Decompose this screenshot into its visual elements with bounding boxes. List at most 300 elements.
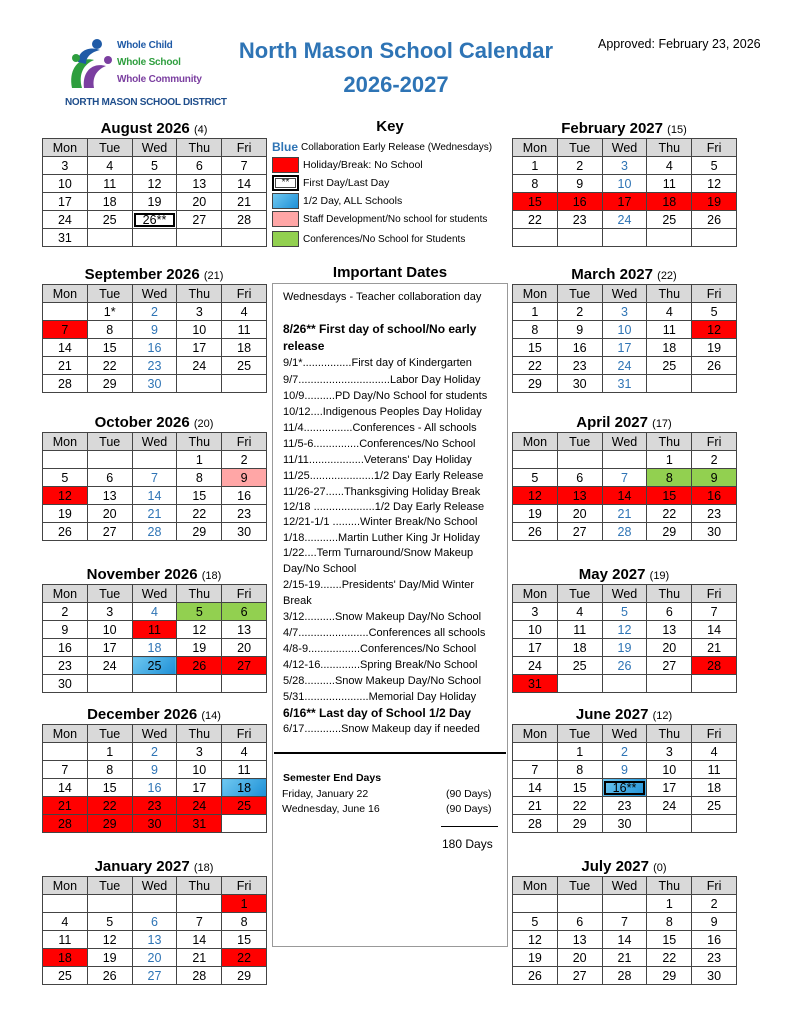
- calendar-day: 28: [513, 815, 558, 833]
- calendar-day: [647, 815, 692, 833]
- calendar-day: 19: [602, 639, 647, 657]
- day-header: Wed: [602, 139, 647, 157]
- calendar-day: 17: [513, 639, 558, 657]
- calendar-day: [513, 895, 558, 913]
- calendar-day: 7: [43, 761, 88, 779]
- calendar-day: 8: [513, 321, 558, 339]
- calendar-day: 16: [43, 639, 88, 657]
- calendar-day: 26: [602, 657, 647, 675]
- calendar-day: 10: [87, 621, 132, 639]
- month-school-day-count: (22): [657, 270, 677, 282]
- day-header: Wed: [602, 725, 647, 743]
- day-header: Fri: [222, 585, 267, 603]
- calendar-day: 31: [177, 815, 222, 833]
- calendar-day: 18: [692, 779, 737, 797]
- calendar-day: 16**: [602, 779, 647, 797]
- calendar-day: 12: [132, 175, 177, 193]
- calendar-day: 15: [557, 779, 602, 797]
- month-name: July 2027: [581, 858, 654, 875]
- calendar-day: 12: [513, 487, 558, 505]
- calendar-day: 7: [43, 321, 88, 339]
- calendar-day: 7: [692, 603, 737, 621]
- calendar-day: 4: [222, 303, 267, 321]
- day-header: Wed: [132, 139, 177, 157]
- key-half: [272, 192, 402, 210]
- week-row: [513, 229, 737, 247]
- calendar-day: 12: [87, 931, 132, 949]
- day-header: Wed: [602, 433, 647, 451]
- day-header: Mon: [513, 285, 558, 303]
- calendar-day: 22: [647, 505, 692, 523]
- day-header: Tue: [87, 725, 132, 743]
- day-header: Fri: [222, 139, 267, 157]
- week-row: [43, 797, 267, 815]
- calendar-day: 6: [132, 913, 177, 931]
- important-date-line: 11/25.....................1/2 Day Early Release: [283, 470, 484, 482]
- calendar-day: 20: [132, 949, 177, 967]
- logo-district-name: NORTH MASON SCHOOL DISTRICT: [65, 97, 227, 108]
- calendar-day: 24: [87, 657, 132, 675]
- day-header: Thu: [647, 139, 692, 157]
- calendar-day: 24: [647, 797, 692, 815]
- calendar-day: 1: [647, 451, 692, 469]
- calendar-day: [647, 229, 692, 247]
- calendar-day: 8: [647, 469, 692, 487]
- month-school-day-count: (18): [193, 862, 214, 874]
- calendar-day: 24: [513, 657, 558, 675]
- calendar-day: 6: [87, 469, 132, 487]
- calendar-day: 31: [43, 229, 88, 247]
- calendar-day: 2: [557, 157, 602, 175]
- important-date-line: 6/16** Last day of School 1/2 Day: [283, 706, 472, 720]
- day-header: Fri: [222, 433, 267, 451]
- calendar-day: 1: [87, 743, 132, 761]
- holiday-swatch: [272, 157, 299, 173]
- week-row: [513, 303, 737, 321]
- calendar-day: 12: [177, 621, 222, 639]
- important-date-line: Day/No School: [283, 563, 357, 575]
- calendar-day: 11: [647, 321, 692, 339]
- calendar-day: 14: [222, 175, 267, 193]
- important-date-line: 1/18...........Martin Luther King Jr Holiday: [283, 532, 480, 544]
- calendar-day: 28: [177, 967, 222, 985]
- calendar-day: 9: [692, 469, 737, 487]
- month-grid: [42, 432, 267, 541]
- important-date-line: Break: [283, 595, 312, 607]
- semester-1-days: (90 Days): [446, 788, 492, 800]
- calendar-day: 29: [177, 523, 222, 541]
- calendar-day: 7: [132, 469, 177, 487]
- calendar-day: [43, 303, 88, 321]
- week-row: [513, 913, 737, 931]
- staff-dev-swatch: [272, 211, 299, 227]
- key-conf: [272, 230, 465, 248]
- calendar-day: 10: [513, 621, 558, 639]
- calendar-day: 12: [692, 321, 737, 339]
- calendar-day: 13: [557, 487, 602, 505]
- important-date-line: 12/21-1/1 .........Winter Break/No School: [283, 516, 478, 528]
- week-row: [43, 815, 267, 833]
- week-row: [43, 375, 267, 393]
- important-date-line: 6/17............Snow Makeup day if needed: [283, 723, 480, 735]
- calendar-day: 25: [43, 967, 88, 985]
- calendar-day: 21: [43, 797, 88, 815]
- day-header: Tue: [87, 433, 132, 451]
- calendar-day: 21: [602, 505, 647, 523]
- calendar-day: 11: [222, 761, 267, 779]
- calendar-day: 24: [177, 797, 222, 815]
- month-title: [42, 266, 266, 283]
- calendar-day: 23: [692, 505, 737, 523]
- calendar-day: 6: [557, 469, 602, 487]
- month-name: November 2026: [86, 566, 202, 583]
- important-date-line: 12/18 ....................1/2 Day Early Release: [283, 501, 485, 513]
- calendar-day: 24: [177, 357, 222, 375]
- calendar-day: [222, 815, 267, 833]
- calendar-day: 11: [647, 175, 692, 193]
- week-row: [513, 375, 737, 393]
- important-date-line: 11/4................Conferences - All schools: [283, 422, 477, 434]
- key-holiday: [272, 156, 423, 174]
- calendar-day: 21: [513, 797, 558, 815]
- logo-tagline-1: Whole Child: [117, 40, 173, 51]
- calendar-day: 3: [647, 743, 692, 761]
- week-row: [513, 657, 737, 675]
- calendar-day: 18: [87, 193, 132, 211]
- calendar-day: 9: [692, 913, 737, 931]
- calendar-day: 21: [177, 949, 222, 967]
- calendar-day: 26: [177, 657, 222, 675]
- calendar-day: [132, 451, 177, 469]
- calendar-day: 1: [177, 451, 222, 469]
- day-header: Mon: [513, 877, 558, 895]
- logo-figures-icon: [64, 38, 118, 94]
- month-grid: [42, 876, 267, 985]
- calendar-day: 25: [222, 357, 267, 375]
- calendar-day: 10: [177, 761, 222, 779]
- day-header: Mon: [43, 585, 88, 603]
- calendar-day: 17: [177, 339, 222, 357]
- calendar-day: 7: [177, 913, 222, 931]
- key-firstlast-label: First Day/Last Day: [303, 177, 390, 189]
- semester-title: Semester End Days: [283, 772, 382, 784]
- day-header: Thu: [647, 877, 692, 895]
- calendar-day: 25: [692, 797, 737, 815]
- calendar-day: [692, 675, 737, 693]
- month-school-day-count: (20): [193, 418, 214, 430]
- month-grid: [512, 584, 737, 693]
- calendar-day: 23: [132, 357, 177, 375]
- week-row: [513, 321, 737, 339]
- week-row: [43, 675, 267, 693]
- calendar-day: 17: [602, 339, 647, 357]
- calendar-day: 15: [647, 931, 692, 949]
- calendar-day: 15: [87, 339, 132, 357]
- week-row: [513, 175, 737, 193]
- week-row: [43, 913, 267, 931]
- week-row: [513, 621, 737, 639]
- month-name: August 2026: [100, 120, 194, 137]
- calendar-day: 24: [43, 211, 88, 229]
- calendar-day: 15: [647, 487, 692, 505]
- month-title: [512, 120, 736, 137]
- calendar-day: 12: [692, 175, 737, 193]
- week-row: [43, 967, 267, 985]
- calendar-day: 19: [513, 505, 558, 523]
- conference-swatch: [272, 231, 299, 247]
- month-title: [512, 414, 736, 431]
- week-row: [513, 779, 737, 797]
- calendar-day: 14: [43, 339, 88, 357]
- month-title: [512, 706, 736, 723]
- month-school-day-count: (15): [667, 124, 687, 136]
- semester-2-days: (90 Days): [446, 803, 492, 815]
- calendar-day: 16: [132, 779, 177, 797]
- total-rule: [441, 826, 498, 827]
- week-row: [513, 523, 737, 541]
- week-row: [513, 193, 737, 211]
- calendar-day: 18: [132, 639, 177, 657]
- key-staff: [272, 210, 487, 228]
- calendar-day: 22: [647, 949, 692, 967]
- important-date-line: 4/8-9.................Conferences/No School: [283, 643, 477, 655]
- calendar-day: 2: [602, 743, 647, 761]
- calendar-day: 10: [43, 175, 88, 193]
- calendar-day: 14: [692, 621, 737, 639]
- calendar-day: 14: [602, 931, 647, 949]
- logo-tagline-3: Whole Community: [117, 74, 202, 85]
- key-collab-label: Collaboration Early Release (Wednesdays): [301, 141, 493, 153]
- week-row: [513, 967, 737, 985]
- calendar-day: 30: [43, 675, 88, 693]
- calendar-day: 12: [43, 487, 88, 505]
- calendar-day: 19: [132, 193, 177, 211]
- week-row: [513, 505, 737, 523]
- calendar-day: 4: [222, 743, 267, 761]
- week-row: [43, 193, 267, 211]
- calendar-day: 18: [647, 193, 692, 211]
- calendar-day: [692, 815, 737, 833]
- week-row: [43, 357, 267, 375]
- calendar-day: 29: [222, 967, 267, 985]
- day-header: Tue: [557, 585, 602, 603]
- month-title: [512, 858, 736, 875]
- calendar-day: [43, 451, 88, 469]
- calendar-day: 2: [132, 303, 177, 321]
- calendar-day: 25: [87, 211, 132, 229]
- calendar-day: 21: [692, 639, 737, 657]
- day-header: Tue: [557, 139, 602, 157]
- week-row: [513, 603, 737, 621]
- calendar-day: 20: [177, 193, 222, 211]
- calendar-day: 24: [602, 211, 647, 229]
- calendar-day: 3: [602, 303, 647, 321]
- calendar-day: 16: [692, 487, 737, 505]
- calendar-day: 31: [602, 375, 647, 393]
- calendar-day: 15: [87, 779, 132, 797]
- calendar-day: 13: [177, 175, 222, 193]
- calendar-day: [222, 229, 267, 247]
- calendar-day: 22: [222, 949, 267, 967]
- month-title: [512, 266, 736, 283]
- calendar-day: 3: [513, 603, 558, 621]
- month-school-day-count: (4): [193, 124, 208, 136]
- calendar-day: 26: [87, 967, 132, 985]
- calendar-day: 4: [647, 157, 692, 175]
- calendar-day: 29: [647, 523, 692, 541]
- month-title: [42, 414, 266, 431]
- calendar-day: 6: [177, 157, 222, 175]
- calendar-day: [222, 375, 267, 393]
- day-header: Thu: [177, 285, 222, 303]
- calendar-day: 28: [602, 523, 647, 541]
- calendar-day: 19: [692, 193, 737, 211]
- calendar-day: 4: [87, 157, 132, 175]
- district-logo: [62, 38, 227, 112]
- key-firstlast: [272, 174, 389, 192]
- week-row: [513, 797, 737, 815]
- month-title: [512, 566, 736, 583]
- day-header: Tue: [87, 139, 132, 157]
- calendar-day: 11: [43, 931, 88, 949]
- month-school-day-count: (0): [653, 862, 667, 874]
- calendar-day: 18: [222, 779, 267, 797]
- calendar-day: 29: [647, 967, 692, 985]
- calendar-day: 21: [222, 193, 267, 211]
- calendar-day: 4: [43, 913, 88, 931]
- calendar-day: 26: [692, 357, 737, 375]
- calendar-day: 11: [87, 175, 132, 193]
- approval-date: Approved: February 23, 2026: [598, 37, 761, 51]
- calendar-day: 22: [557, 797, 602, 815]
- calendar-day: 9: [132, 761, 177, 779]
- calendar-day: 6: [222, 603, 267, 621]
- calendar-day: 9: [557, 175, 602, 193]
- day-header: Thu: [647, 433, 692, 451]
- calendar-day: 1: [557, 743, 602, 761]
- calendar-day: [692, 375, 737, 393]
- month-school-day-count: (12): [652, 710, 673, 722]
- calendar-day: 28: [692, 657, 737, 675]
- calendar-day: 28: [222, 211, 267, 229]
- calendar-day: 9: [602, 761, 647, 779]
- calendar-day: 25: [132, 657, 177, 675]
- calendar-day: 14: [43, 779, 88, 797]
- calendar-day: 12: [602, 621, 647, 639]
- day-header: Wed: [602, 285, 647, 303]
- key-collab: [272, 138, 492, 156]
- calendar-day: 1: [647, 895, 692, 913]
- calendar-day: 1: [513, 303, 558, 321]
- calendar-day: 9: [132, 321, 177, 339]
- calendar-day: 5: [513, 913, 558, 931]
- day-header: Mon: [43, 725, 88, 743]
- day-header: Fri: [222, 285, 267, 303]
- calendar-day: 11: [222, 321, 267, 339]
- calendar-day: 12: [513, 931, 558, 949]
- calendar-day: 28: [43, 375, 88, 393]
- week-row: [43, 621, 267, 639]
- week-row: [43, 603, 267, 621]
- important-date-line: 11/11..................Veterans' Day Holiday: [283, 454, 472, 466]
- day-header: Thu: [177, 585, 222, 603]
- calendar-day: 4: [647, 303, 692, 321]
- week-row: [513, 815, 737, 833]
- important-date-line: 5/28..........Snow Makeup Day/No School: [283, 675, 482, 687]
- day-header: Mon: [513, 139, 558, 157]
- calendar-day: 30: [692, 523, 737, 541]
- calendar-day: [602, 451, 647, 469]
- day-header: Wed: [132, 433, 177, 451]
- calendar-day: 4: [692, 743, 737, 761]
- calendar-day: 8: [87, 321, 132, 339]
- calendar-day: [43, 743, 88, 761]
- important-dates-title: Important Dates: [332, 264, 448, 281]
- week-row: [43, 339, 267, 357]
- calendar-day: 16: [132, 339, 177, 357]
- month-title: [42, 706, 266, 723]
- week-row: [43, 321, 267, 339]
- calendar-day: 2: [132, 743, 177, 761]
- calendar-day: 18: [222, 339, 267, 357]
- week-row: [513, 339, 737, 357]
- calendar-day: 5: [43, 469, 88, 487]
- day-header: Fri: [692, 285, 737, 303]
- key-holiday-label: Holiday/Break: No School: [303, 159, 423, 171]
- month-name: January 2027: [94, 858, 194, 875]
- calendar-day: 19: [87, 949, 132, 967]
- week-row: [513, 675, 737, 693]
- calendar-day: 22: [87, 357, 132, 375]
- calendar-day: 16: [222, 487, 267, 505]
- calendar-day: 20: [557, 949, 602, 967]
- calendar-day: 5: [132, 157, 177, 175]
- week-row: [513, 639, 737, 657]
- month-grid: [42, 724, 267, 833]
- calendar-day: 4: [557, 603, 602, 621]
- calendar-day: [692, 229, 737, 247]
- week-row: [513, 931, 737, 949]
- calendar-day: 11: [692, 761, 737, 779]
- calendar-day: 10: [602, 321, 647, 339]
- calendar-day: 26: [513, 967, 558, 985]
- calendar-day: 22: [87, 797, 132, 815]
- calendar-day: [87, 229, 132, 247]
- day-header: Wed: [602, 585, 647, 603]
- calendar-day: 8: [222, 913, 267, 931]
- month-name: March 2027: [571, 266, 658, 283]
- key-title: Key: [376, 118, 404, 135]
- week-row: [43, 505, 267, 523]
- calendar-day: 30: [557, 375, 602, 393]
- calendar-day: 13: [222, 621, 267, 639]
- day-header: Mon: [43, 285, 88, 303]
- calendar-day: 14: [177, 931, 222, 949]
- calendar-day: 4: [132, 603, 177, 621]
- day-header: Wed: [132, 725, 177, 743]
- calendar-day: 26: [43, 523, 88, 541]
- week-row: [43, 523, 267, 541]
- day-header: Thu: [647, 285, 692, 303]
- day-header: Thu: [177, 139, 222, 157]
- month-name: December 2026: [87, 706, 202, 723]
- week-row: [513, 469, 737, 487]
- key-half-label: 1/2 Day, ALL Schools: [303, 195, 403, 207]
- month-school-day-count: (17): [652, 418, 672, 430]
- calendar-day: 16: [692, 931, 737, 949]
- calendar-day: 5: [177, 603, 222, 621]
- firstlast-swatch: **: [272, 175, 299, 191]
